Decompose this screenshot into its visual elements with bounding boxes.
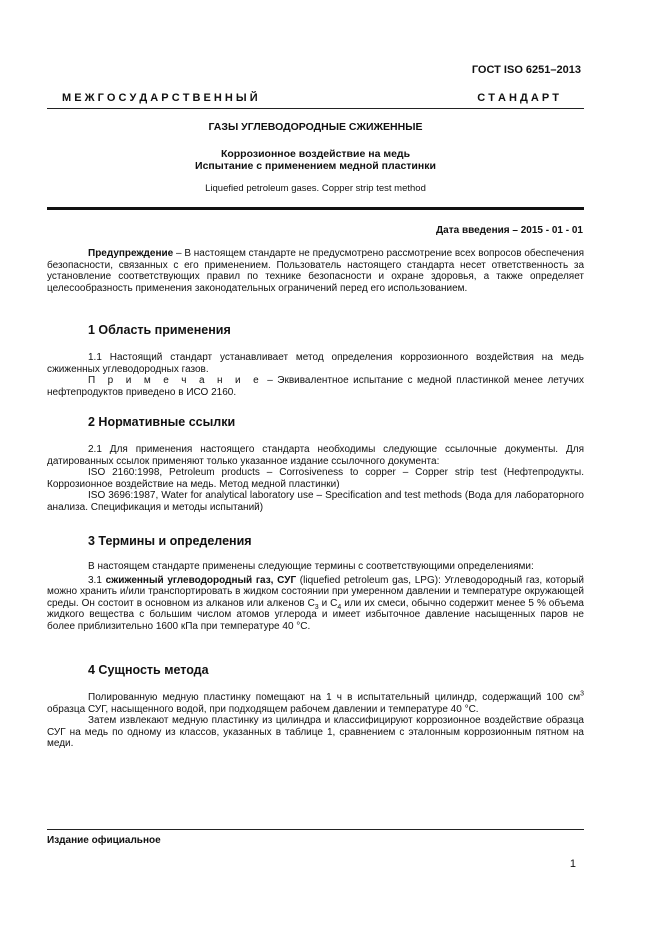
document-number: ГОСТ ISO 6251–2013 [471, 64, 581, 76]
banner-word-standard: С Т А Н Д А Р Т [477, 92, 559, 104]
english-title: Liquefied petroleum gases. Copper strip test method [205, 183, 426, 194]
section-4-heading: 4 Сущность метода [88, 663, 209, 677]
subscript-3: 3 [314, 603, 319, 611]
term-definition-a: (liquefied petroleum gas, LPG): Углеводородный газ, который можно хранить и/или транспортировать в жидком состоянии при умеренном давлении и температуре окружающей среды. Он состоит в основном из алканов или алкенов C [47, 574, 584, 609]
term-definition-c: или их смеси, обычно содержит менее 5 % объема жидкого вещества с большим числом атомов углерода и имеет избыточное давление насыщенных паров не более приблизительно 1600 кПа при температуре 40 °C. [47, 597, 584, 632]
warning-text: – В настоящем стандарте не предусмотрено рассмотрение всех вопросов обеспечения безопасности, связанных с его применением. Пользователь настоящего стандарта несет ответственность за установление соответствующих правил по технике безопасности и охране здоровья, а также определяет целесообразность применения законодательных ограничений перед его использованием. [47, 248, 584, 294]
warning-label: Предупреждение [88, 248, 174, 259]
subtitle-line-1: Коррозионное воздействие на медь [220, 148, 411, 160]
section-2-paragraph: 2.1 Для применения настоящего стандарта необходимы следующие ссылочные документы. Для датированных ссылок применяют только указанное издание ссылочного документа: [47, 444, 584, 467]
note-text: – Эквивалентное испытание с медной пластинкой менее летучих нефтепродуктов приведено в ИСО 2160. [47, 375, 584, 398]
method-paragraph-2: Затем извлекают медную пластинку из цилиндра и классифицируют коррозионное воздействие образца СУГ на медь по одному из классов, указанных в таблице 1, сравнением с эталонным коррозионным пятном на меди. [47, 715, 584, 750]
official-edition-label: Издание официальное [47, 835, 161, 846]
section-1-body [47, 352, 584, 398]
introduction-date: Дата введения – 2015 - 01 - 01 [436, 225, 583, 236]
section-4-body [47, 692, 584, 750]
banner-word-interstate: М Е Ж Г О С У Д А Р С Т В Е Н Н Ы Й [62, 92, 258, 104]
superscript-3: 3 [580, 690, 584, 698]
method-text-a: Полированную медную пластинку помещают на 1 ч в испытательный цилиндр, содержащий 100 см [88, 692, 581, 703]
term-number: 3.1 [88, 574, 106, 586]
page-number: 1 [569, 858, 576, 870]
section-2-heading: 2 Нормативные ссылки [88, 415, 236, 429]
section-1-paragraph: 1.1 Настоящий стандарт устанавливает метод определения коррозионного воздействия на медь сжиженных углеводородных газов. [47, 352, 584, 375]
term-definition-b: и C [318, 597, 338, 609]
header-rule [47, 108, 584, 109]
section-3-paragraph: В настоящем стандарте применены следующие термины с соответствующими определениями: [88, 561, 534, 572]
method-text-b: образца СУГ, насыщенного водой, при подходящем рабочем давлении и температуре 40 °C. [47, 703, 479, 715]
section-3-body [47, 561, 584, 633]
warning-paragraph [47, 248, 584, 294]
document-subtitle [47, 148, 584, 172]
term-name: сжиженный углеводородный газ, СУГ [105, 574, 297, 586]
footer-rule [47, 829, 584, 830]
note-label: П р и м е ч а н и е [88, 375, 263, 387]
section-1-heading: 1 Область применения [88, 323, 231, 337]
document-title: ГАЗЫ УГЛЕВОДОРОДНЫЕ СЖИЖЕННЫЕ [208, 121, 423, 133]
subtitle-line-2: Испытание с применением медной пластинки [195, 160, 436, 172]
standard-banner [62, 92, 559, 104]
subscript-4: 4 [337, 603, 342, 611]
reference-iso-3696: ISO 3696:1987, Water for analytical laboratory use – Specification and test methods (Вода для лабораторного анализа. Спецификация и методы испытаний) [47, 490, 584, 513]
section-2-body [47, 444, 584, 514]
title-rule [47, 207, 584, 210]
section-3-heading: 3 Термины и определения [88, 534, 252, 548]
reference-iso-2160: ISO 2160:1998, Petroleum products – Corrosiveness to copper – Copper strip test (Нефтепродукты. Коррозионное воздействие на медь. Метод медной пластинки) [47, 467, 584, 490]
